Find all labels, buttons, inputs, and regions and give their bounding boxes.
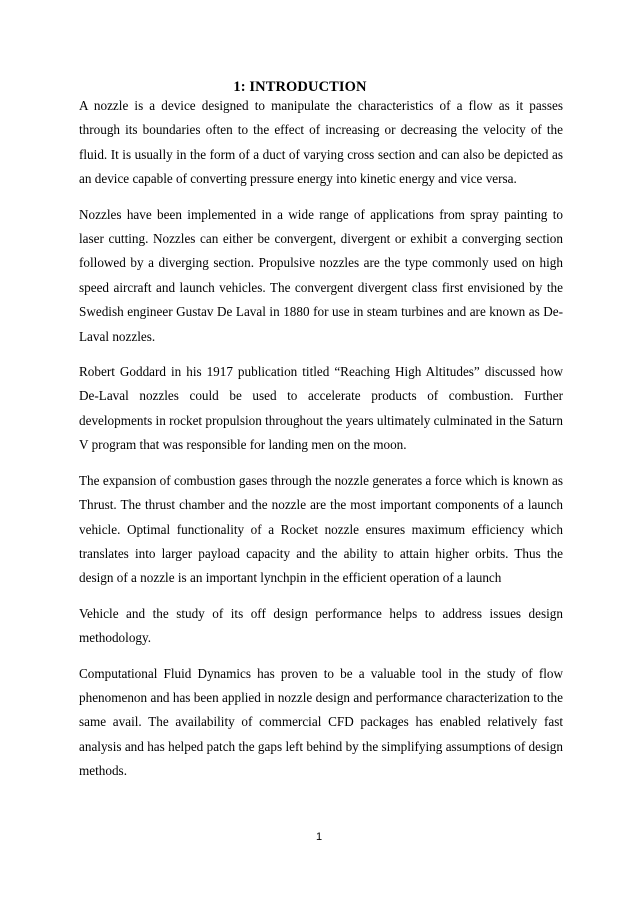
paragraph-nozzle-definition: A nozzle is a device designed to manipulate the characteristics of a flow as it passes through its boundaries often to the effect of increasing or decreasing the velocity of the fluid. It is usually in the form of a duct of varying cross section and can also be depicted as an device capable of converting pressure energy into kinetic energy and vice versa. [79, 98, 563, 187]
paragraph-goddard-history: Robert Goddard in his 1917 publication titled “Reaching High Altitudes” discussed how De-Laval nozzles could be used to accelerate products of combustion. Further developments in rocket propulsion throughout the years ultimately culminated in the Saturn V program that was responsible for landing men on the moon. [79, 364, 563, 453]
section-heading: 1: INTRODUCTION [233, 79, 367, 95]
paragraph-cfd: Computational Fluid Dynamics has proven to be a valuable tool in the study of flow phenomenon and has been applied in nozzle design and performance characterization to the same avail. The availability of commercial CFD packages has enabled relatively fast analysis and has helped patch the gaps left behind by the simplifying assumptions of design methods. [79, 665, 563, 779]
body-text [79, 94, 563, 795]
page-number: 1 [315, 831, 323, 843]
paragraph-thrust: The expansion of combustion gases through the nozzle generates a force which is known as Thrust. The thrust chamber and the nozzle are the most important components of a launch vehicle. Optimal functionality of a Rocket nozzle ensures maximum efficiency which translates into larger payload capacity and the ability to attain higher orbits. Thus the design of a nozzle is an important lynchpin in the efficient operation of a launch [79, 472, 563, 586]
paragraph-nozzle-applications: Nozzles have been implemented in a wide range of applications from spray painting to laser cutting. Nozzles can either be convergent, divergent or exhibit a converging section followed by a diverging section. Propulsive nozzles are the type commonly used on high speed aircraft and launch vehicles. The convergent divergent class first envisioned by the Swedish engineer Gustav De Laval in 1880 for use in steam turbines and are known as De-Laval nozzles. [79, 206, 563, 344]
paragraph-off-design: Vehicle and the study of its off design performance helps to address issues design methodology. [79, 605, 563, 646]
